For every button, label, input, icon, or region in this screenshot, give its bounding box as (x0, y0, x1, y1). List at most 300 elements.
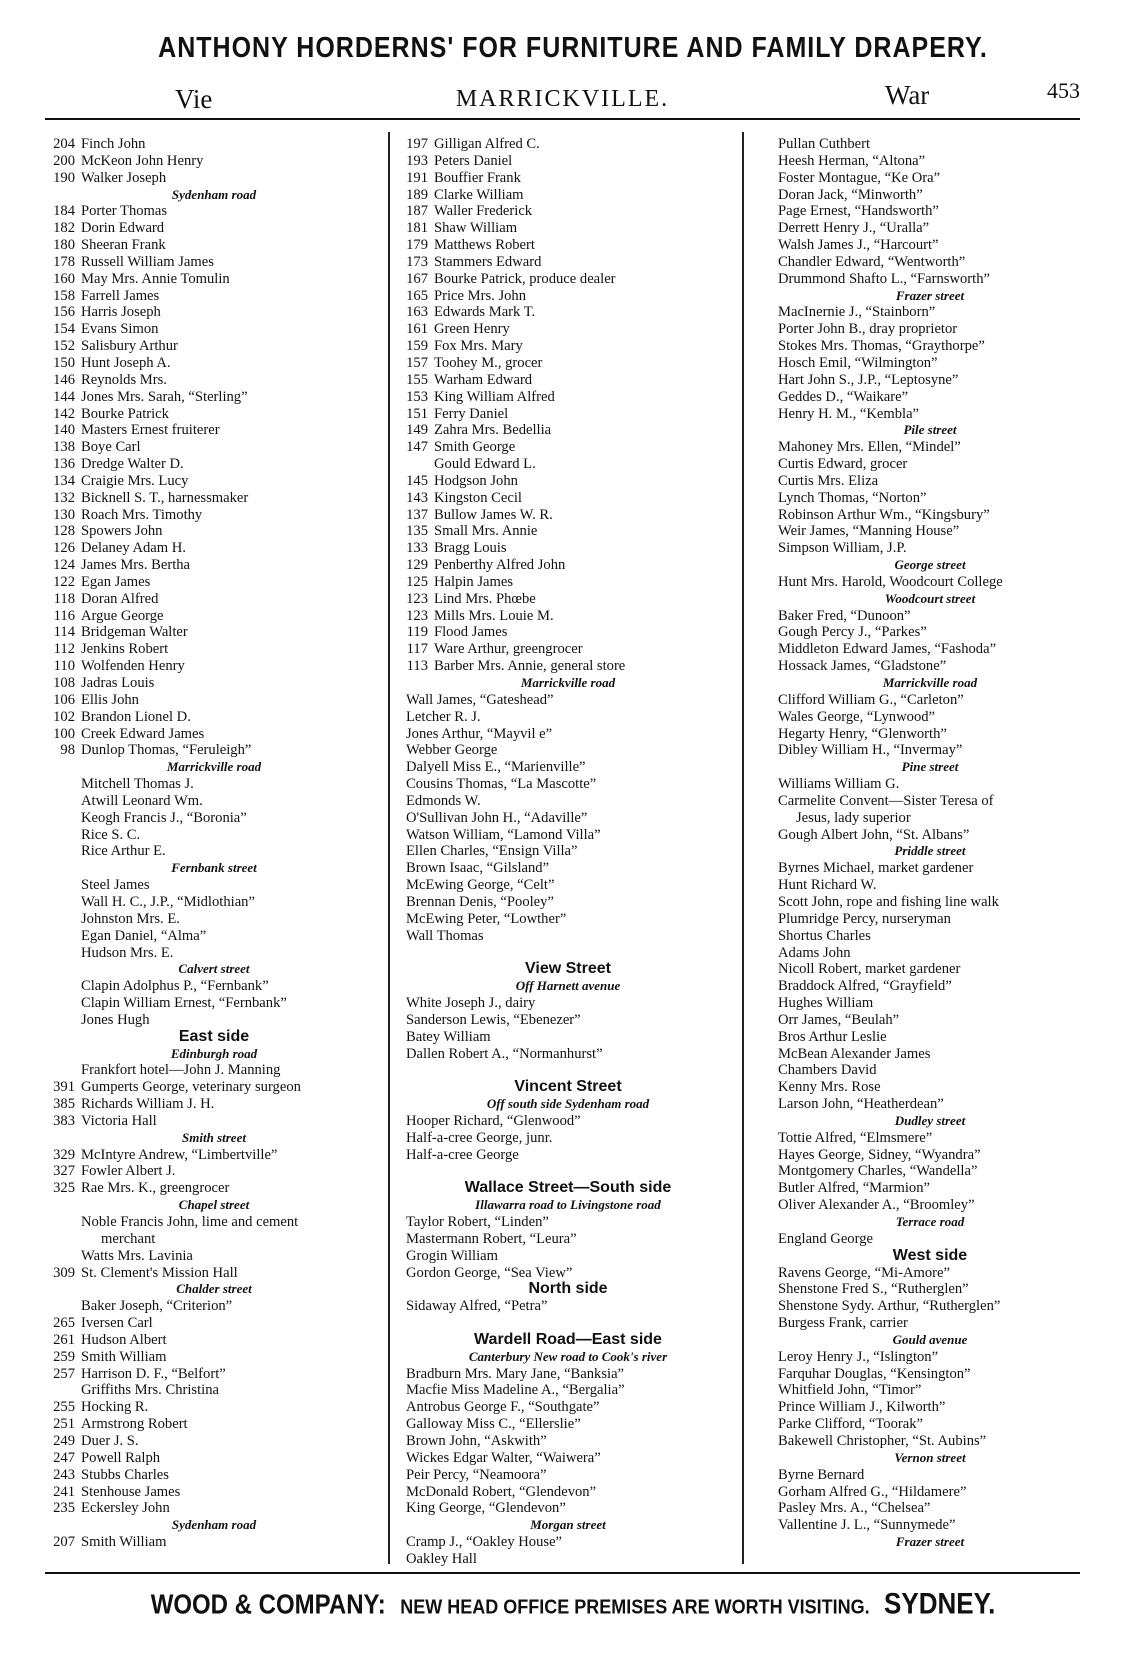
resident-name: Bourke Patrick, produce dealer (434, 270, 616, 287)
directory-entry: Brown John, “Askwith” (406, 1432, 547, 1449)
spacer (398, 1315, 738, 1332)
directory-entry (45, 1500, 383, 1517)
directory-entry: Kenny Mrs. Rose (778, 1079, 881, 1096)
resident-name: Bullow James W. R. (434, 506, 553, 523)
cross-street-label: Fernbank street (171, 860, 257, 876)
resident-name: Brandon Lionel D. (81, 708, 191, 725)
house-number: 138 (53, 439, 75, 456)
house-number: 173 (406, 253, 428, 270)
directory-entry (45, 1180, 383, 1197)
resident-name: Jenkins Robert (81, 641, 169, 658)
house-number: 137 (406, 506, 428, 523)
directory-entry: Ellen Charles, “Ensign Villa” (406, 843, 578, 860)
directory-entry (398, 237, 738, 254)
directory-entry: Bradburn Mrs. Mary Jane, “Banksia” (406, 1365, 625, 1382)
directory-entry: England George (778, 1230, 873, 1247)
cross-street-label: Marrickville road (882, 675, 978, 690)
directory-entry: Pasley Mrs. A., “Chelsea” (778, 1500, 931, 1517)
directory-entry: White Joseph J., dairy (406, 995, 536, 1012)
house-number: 178 (53, 253, 75, 270)
resident-name: Wolfenden Henry (81, 658, 185, 675)
directory-entry (45, 304, 383, 321)
house-number: 144 (53, 388, 75, 405)
house-number: 156 (53, 304, 75, 321)
house-number: 123 (406, 607, 428, 624)
resident-name: Peters Daniel (434, 152, 513, 169)
directory-entry (45, 540, 383, 557)
house-number: 147 (406, 439, 428, 456)
directory-entry: Bros Arthur Leslie (778, 1028, 887, 1045)
directory-entry: Clapin William Ernest, “Fernbank” (81, 995, 287, 1012)
house-number: 108 (53, 675, 75, 691)
house-number: 187 (406, 203, 428, 220)
directory-entry: Simpson William, J.P. (778, 540, 907, 557)
directory-entry: Half-a-cree George, junr. (406, 1129, 553, 1146)
directory-entry: Oakley Hall (406, 1550, 477, 1567)
directory-entry: Webber George (406, 742, 498, 759)
directory-entry (398, 406, 738, 423)
cross-street-label: Off south side Sydenham road (486, 1096, 650, 1112)
directory-entry (45, 220, 383, 237)
directory-entry: Cousins Thomas, “La Mascotte” (406, 776, 597, 793)
directory-entry: Baker Fred, “Dunoon” (778, 607, 911, 624)
directory-entry (398, 153, 738, 170)
directory-entry: Williams William G. (778, 776, 900, 793)
house-number: 193 (406, 152, 428, 169)
directory-entry: Wickes Edgar Walter, “Waiwera” (406, 1449, 601, 1466)
guide-word-last: War (885, 80, 930, 110)
directory-entry: Foster Montague, “Ke Ora” (778, 169, 941, 186)
house-number: 117 (406, 641, 428, 658)
house-number: 325 (53, 1180, 75, 1197)
directory-entry (45, 675, 383, 692)
resident-name: Hunt Joseph A. (81, 354, 171, 371)
directory-entry: Macfie Miss Madeline A., “Bergalia” (406, 1382, 625, 1399)
directory-entry: Walsh James J., “Harcourt” (778, 237, 939, 254)
directory-entry (45, 1399, 383, 1416)
cross-street-label: Pile street (903, 422, 957, 438)
directory-entry: Rice Arthur E. (81, 843, 166, 860)
house-number: 255 (53, 1399, 75, 1416)
directory-entry: Wales George, “Lynwood” (778, 708, 936, 725)
house-number: 190 (53, 169, 75, 186)
directory-entry: Bakewell Christopher, “St. Aubins” (778, 1432, 987, 1449)
directory-entry: Brennan Denis, “Pooley” (406, 893, 554, 910)
resident-name: Walker Joseph (81, 169, 167, 186)
footer-message: NEW HEAD OFFICE PREMISES ARE WORTH VISITING. (400, 1594, 870, 1618)
house-number: 235 (53, 1500, 75, 1517)
directory-entry: Frankfort hotel—John J. Manning (81, 1062, 281, 1079)
directory-entry (45, 1450, 383, 1467)
directory-entry: Curtis Edward, grocer (778, 456, 908, 473)
resident-name: Flood James (434, 624, 508, 641)
directory-entry (398, 439, 738, 456)
resident-name: Penberthy Alfred John (434, 557, 566, 574)
house-number: 122 (53, 573, 75, 590)
resident-name: Roach Mrs. Timothy (81, 506, 203, 523)
house-number: 125 (406, 573, 428, 590)
house-number: 180 (53, 237, 75, 254)
directory-entry (45, 574, 383, 591)
directory-entry (45, 709, 383, 726)
column-divider (742, 132, 744, 1564)
directory-entry (398, 170, 738, 187)
house-number: 152 (53, 338, 75, 355)
resident-name: Boye Carl (81, 439, 141, 456)
directory-entry: Chandler Edward, “Wentworth” (778, 253, 966, 270)
directory-entry (398, 187, 738, 204)
resident-name: Rae Mrs. K., greengrocer (81, 1180, 230, 1197)
resident-name: Gould Edward L. (434, 456, 536, 473)
house-number: 207 (53, 1534, 75, 1551)
house-number: 135 (406, 523, 428, 540)
directory-entry (398, 574, 738, 591)
directory-entry: Batey William (406, 1028, 491, 1045)
page-title: MARRICKVILLE. (455, 86, 670, 112)
directory-entry: Plumridge Percy, nurseryman (778, 910, 951, 927)
directory-entry (398, 203, 738, 220)
house-number: 130 (53, 506, 75, 523)
resident-name: McIntyre Andrew, “Limbertville” (81, 1146, 278, 1163)
house-number: 265 (53, 1315, 75, 1332)
resident-name: Eckersley John (81, 1500, 170, 1517)
spacer (398, 1062, 738, 1079)
resident-name: Smith George (434, 439, 516, 456)
directory-column-3 (770, 136, 1090, 1551)
directory-entry: Adams John (778, 944, 851, 961)
directory-entry: Vallentine J. L., “Sunnymede” (778, 1517, 956, 1534)
directory-entry: Weir James, “Manning House” (778, 523, 960, 540)
directory-entry: Jones Hugh (81, 1011, 150, 1028)
cross-street-label: Vernon street (894, 1449, 966, 1465)
cross-street-label: Terrace road (895, 1214, 965, 1229)
spacer (398, 945, 738, 962)
directory-entry: Pullan Cuthbert (778, 136, 871, 152)
directory-entry (398, 523, 738, 540)
directory-entry: Dalyell Miss E., “Marienville” (406, 759, 586, 776)
cross-street-label: Pine street (901, 759, 959, 775)
house-number: 204 (53, 136, 75, 152)
resident-name: May Mrs. Annie Tomulin (81, 270, 230, 287)
directory-entry: Middleton Edward James, “Fashoda” (778, 641, 997, 658)
directory-entry: Chambers David (778, 1062, 877, 1079)
house-number: 157 (406, 354, 428, 371)
directory-entry (45, 153, 383, 170)
directory-column-1 (45, 136, 383, 1551)
directory-entry: Montgomery Charles, “Wandella” (778, 1163, 978, 1180)
resident-name: Salisbury Arthur (81, 338, 178, 355)
resident-name: Masters Ernest fruiterer (81, 422, 220, 439)
directory-entry: Watson William, “Lamond Villa” (406, 826, 601, 843)
directory-entry (398, 271, 738, 288)
house-number: 151 (406, 405, 428, 422)
house-number: 257 (53, 1365, 75, 1382)
house-number: 159 (406, 338, 428, 355)
cross-street-label: Edinburgh road (170, 1045, 258, 1061)
cross-street-label: Marrickville road (520, 675, 616, 690)
directory-entry (45, 321, 383, 338)
directory-entry (398, 507, 738, 524)
cross-street-label: Frazer street (895, 1534, 965, 1550)
directory-entry: Gough Albert John, “St. Albans” (778, 826, 970, 843)
house-number: 161 (406, 321, 428, 338)
entry-continuation: Jesus, lady superior (796, 809, 911, 826)
directory-entry (45, 1096, 383, 1113)
resident-name: Jones Mrs. Sarah, “Sterling” (81, 388, 248, 405)
directory-entry (45, 456, 383, 473)
directory-entry (45, 254, 383, 271)
directory-entry (398, 624, 738, 641)
directory-entry: Stokes Mrs. Thomas, “Graythorpe” (778, 338, 985, 355)
resident-name: Powell Ralph (81, 1449, 161, 1466)
house-number: 106 (53, 691, 75, 708)
directory-entry (398, 658, 738, 675)
directory-entry (398, 220, 738, 237)
cross-street-label: Off Harnett avenue (515, 978, 621, 994)
resident-name: Hodgson John (434, 472, 518, 489)
house-number: 200 (53, 152, 75, 169)
directory-entry: Porter John B., dray proprietor (778, 321, 958, 338)
directory-entry: Steel James (81, 877, 150, 894)
directory-entry (45, 439, 383, 456)
directory-entry (398, 490, 738, 507)
directory-entry (45, 1079, 383, 1096)
directory-entry: Larson John, “Heatherdean” (778, 1096, 944, 1113)
resident-name: Halpin James (434, 573, 514, 590)
directory-entry (45, 1366, 383, 1383)
resident-name: Waller Frederick (434, 203, 533, 220)
house-number: 123 (406, 590, 428, 607)
directory-entry (45, 490, 383, 507)
resident-name: Smith William (81, 1348, 167, 1365)
directory-entry (398, 288, 738, 305)
house-number: 165 (406, 287, 428, 304)
directory-entry (45, 1467, 383, 1484)
directory-entry: Hegarty Henry, “Glenworth” (778, 725, 947, 742)
directory-entry (45, 1163, 383, 1180)
directory-entry (45, 726, 383, 743)
house-number: 118 (53, 590, 75, 607)
house-number: 143 (406, 489, 428, 506)
house-number: 259 (53, 1348, 75, 1365)
resident-name: Bouffier Frank (434, 169, 521, 186)
resident-name: Zahra Mrs. Bedellia (434, 422, 552, 439)
directory-entry: Scott John, rope and fishing line walk (778, 893, 999, 910)
directory-entry: Hosch Emil, “Wilmington” (778, 354, 938, 371)
resident-name: Craigie Mrs. Lucy (81, 472, 189, 489)
cross-street-label: Sydenham road (171, 186, 257, 202)
directory-entry (45, 355, 383, 372)
directory-entry (398, 608, 738, 625)
resident-name: Small Mrs. Annie (434, 523, 538, 540)
directory-entry: Hooper Richard, “Glenwood” (406, 1112, 581, 1129)
directory-entry: Hunt Mrs. Harold, Woodcourt College (778, 573, 1003, 590)
directory-entry: Wall H. C., J.P., “Midlothian” (81, 893, 255, 910)
resident-name: Stammers Edward (434, 253, 542, 270)
house-number: 155 (406, 371, 428, 388)
cross-street-label: Dudley street (894, 1112, 966, 1128)
directory-entry (45, 406, 383, 423)
directory-entry (45, 591, 383, 608)
directory-entry (45, 1113, 383, 1130)
resident-name: Gilligan Alfred C. (434, 136, 540, 152)
directory-entry: Taylor Robert, “Linden” (406, 1214, 549, 1230)
resident-name: Doran Alfred (81, 590, 159, 607)
directory-entry: Grogin William (406, 1247, 498, 1264)
resident-name: Matthews Robert (434, 237, 535, 254)
directory-entry: Clifford William G., “Carleton” (778, 691, 964, 708)
top-advertisement-banner: ANTHONY HORDERNS' FOR FURNITURE AND FAMILY DRAPERY. (158, 31, 988, 65)
directory-entry: Derrett Henry J., “Uralla” (778, 220, 930, 237)
directory-entry: Braddock Alfred, “Grayfield” (778, 978, 952, 995)
resident-name: Price Mrs. John (434, 287, 527, 304)
resident-name: Dunlop Thomas, “Feruleigh” (81, 742, 252, 759)
resident-name: Delaney Adam H. (81, 540, 186, 557)
house-number: 158 (53, 287, 75, 304)
directory-entry: Shenstone Fred S., “Rutherglen” (778, 1281, 969, 1298)
directory-entry (45, 338, 383, 355)
directory-entry: Orr James, “Beulah” (778, 1011, 900, 1028)
house-number: 327 (53, 1163, 75, 1180)
house-number: 247 (53, 1449, 75, 1466)
resident-name: Russell William James (81, 253, 214, 270)
directory-entry: Brown Isaac, “Gilsland” (406, 860, 550, 877)
directory-entry: Gough Percy J., “Parkes” (778, 624, 927, 641)
house-number: 167 (406, 270, 428, 287)
house-number: 197 (406, 136, 428, 152)
house-number: 140 (53, 422, 75, 439)
resident-name: St. Clement's Mission Hall (81, 1264, 238, 1281)
house-number: 153 (406, 388, 428, 405)
directory-entry: Lynch Thomas, “Norton” (778, 489, 927, 506)
cross-street-label: Illawarra road to Livingstone road (475, 1197, 661, 1213)
resident-name: Evans Simon (81, 321, 159, 338)
resident-name: Fowler Albert J. (81, 1163, 176, 1180)
resident-name: Porter Thomas (81, 203, 168, 220)
directory-entry: Jones Arthur, “Mayvil e” (406, 725, 553, 742)
house-number: 133 (406, 540, 428, 557)
street-heading: Vincent Street (514, 1078, 622, 1096)
resident-name: Warham Edward (434, 371, 533, 388)
resident-name: Stenhouse James (81, 1483, 181, 1500)
directory-entry (398, 422, 738, 439)
directory-entry: Watts Mrs. Lavinia (81, 1247, 193, 1264)
directory-entry: Shortus Charles (778, 927, 871, 944)
directory-entry (45, 1315, 383, 1332)
resident-name: Bicknell S. T., harnessmaker (81, 489, 249, 506)
directory-entry: Oliver Alexander A., “Broomley” (778, 1197, 975, 1214)
resident-name: Bourke Patrick (81, 405, 169, 422)
directory-entry (398, 136, 738, 153)
cross-street-label: Chalder street (176, 1281, 252, 1297)
house-number: 102 (53, 708, 75, 725)
directory-entry (398, 540, 738, 557)
directory-entry: King George, “Glendevon” (406, 1500, 566, 1517)
house-number: 98 (60, 742, 75, 759)
resident-name: Smith William (81, 1534, 167, 1551)
directory-entry: Hossack James, “Gladstone” (778, 658, 947, 675)
house-number: 124 (53, 557, 75, 574)
directory-entry: McBean Alexander James (778, 1045, 931, 1062)
house-number: 243 (53, 1466, 75, 1483)
directory-entry: O'Sullivan John H., “Adaville” (406, 809, 588, 826)
resident-name: Farrell James (81, 287, 160, 304)
directory-entry: Byrne Bernard (778, 1466, 865, 1483)
directory-entry: Griffiths Mrs. Christina (81, 1382, 219, 1399)
directory-entry (398, 372, 738, 389)
resident-name: Harris Joseph (81, 304, 161, 321)
resident-name: Gumperts George, veterinary surgeon (81, 1079, 301, 1096)
directory-entry (45, 658, 383, 675)
directory-entry: Mastermann Robert, “Leura” (406, 1230, 577, 1247)
directory-entry: Noble Francis John, lime and cement (81, 1214, 299, 1230)
house-number: 251 (53, 1416, 75, 1433)
directory-entry: Antrobus George F., “Southgate” (406, 1399, 600, 1416)
resident-name: Dredge Walter D. (81, 456, 184, 473)
house-number: 145 (406, 472, 428, 489)
directory-entry: Wall Thomas (406, 927, 484, 944)
entry-continuation: merchant (101, 1230, 156, 1247)
cross-street-label: Woodcourt street (884, 590, 976, 606)
directory-entry (398, 389, 738, 406)
directory-entry: Sanderson Lewis, “Ebenezer” (406, 1011, 581, 1028)
house-number: 146 (53, 371, 75, 388)
directory-entry: McEwing George, “Celt” (406, 877, 555, 894)
house-number: 261 (53, 1331, 75, 1348)
directory-entry: Wall James, “Gateshead” (406, 691, 554, 708)
resident-name: Edwards Mark T. (434, 304, 536, 321)
house-number: 113 (406, 658, 428, 675)
house-number: 249 (53, 1432, 75, 1449)
bottom-advertisement-banner (0, 1586, 1146, 1622)
resident-name: Kingston Cecil (434, 489, 522, 506)
directory-entry (398, 254, 738, 271)
directory-entry (45, 1534, 383, 1551)
house-number: 179 (406, 237, 428, 254)
directory-entry: Farquhar Douglas, “Kensington” (778, 1365, 971, 1382)
directory-entry (45, 389, 383, 406)
directory-entry (45, 1349, 383, 1366)
directory-entry: Hayes George, Sidney, “Wyandra” (778, 1146, 981, 1163)
directory-entry (45, 557, 383, 574)
resident-name: Hudson Albert (81, 1331, 167, 1348)
house-number: 126 (53, 540, 75, 557)
directory-entry (45, 271, 383, 288)
resident-name: Egan James (81, 573, 151, 590)
house-number: 241 (53, 1483, 75, 1500)
directory-entry: McEwing Peter, “Lowther” (406, 910, 567, 927)
directory-entry (45, 608, 383, 625)
house-number: 163 (406, 304, 428, 321)
cross-street-label: Sydenham road (171, 1517, 257, 1533)
house-number: 134 (53, 472, 75, 489)
directory-entry: Parke Clifford, “Toorak” (778, 1416, 924, 1433)
directory-entry: Johnston Mrs. E. (81, 910, 180, 927)
cross-street-label: Gould avenue (892, 1331, 968, 1347)
house-number: 136 (53, 456, 75, 473)
resident-name: Richards William J. H. (81, 1096, 215, 1113)
directory-entry: Hughes William (778, 995, 874, 1012)
directory-entry: Burgess Frank, carrier (778, 1315, 908, 1332)
cross-street-label: Calvert street (178, 961, 250, 977)
house-number: 329 (53, 1146, 75, 1163)
directory-entry: Curtis Mrs. Eliza (778, 472, 879, 489)
street-heading: Wallace Street—South side (464, 1179, 672, 1197)
directory-entry: MacInernie J., “Stainborn” (778, 304, 936, 321)
directory-entry (45, 237, 383, 254)
directory-entry: Rice S. C. (81, 826, 141, 843)
directory-entry: Mitchell Thomas J. (81, 776, 194, 793)
